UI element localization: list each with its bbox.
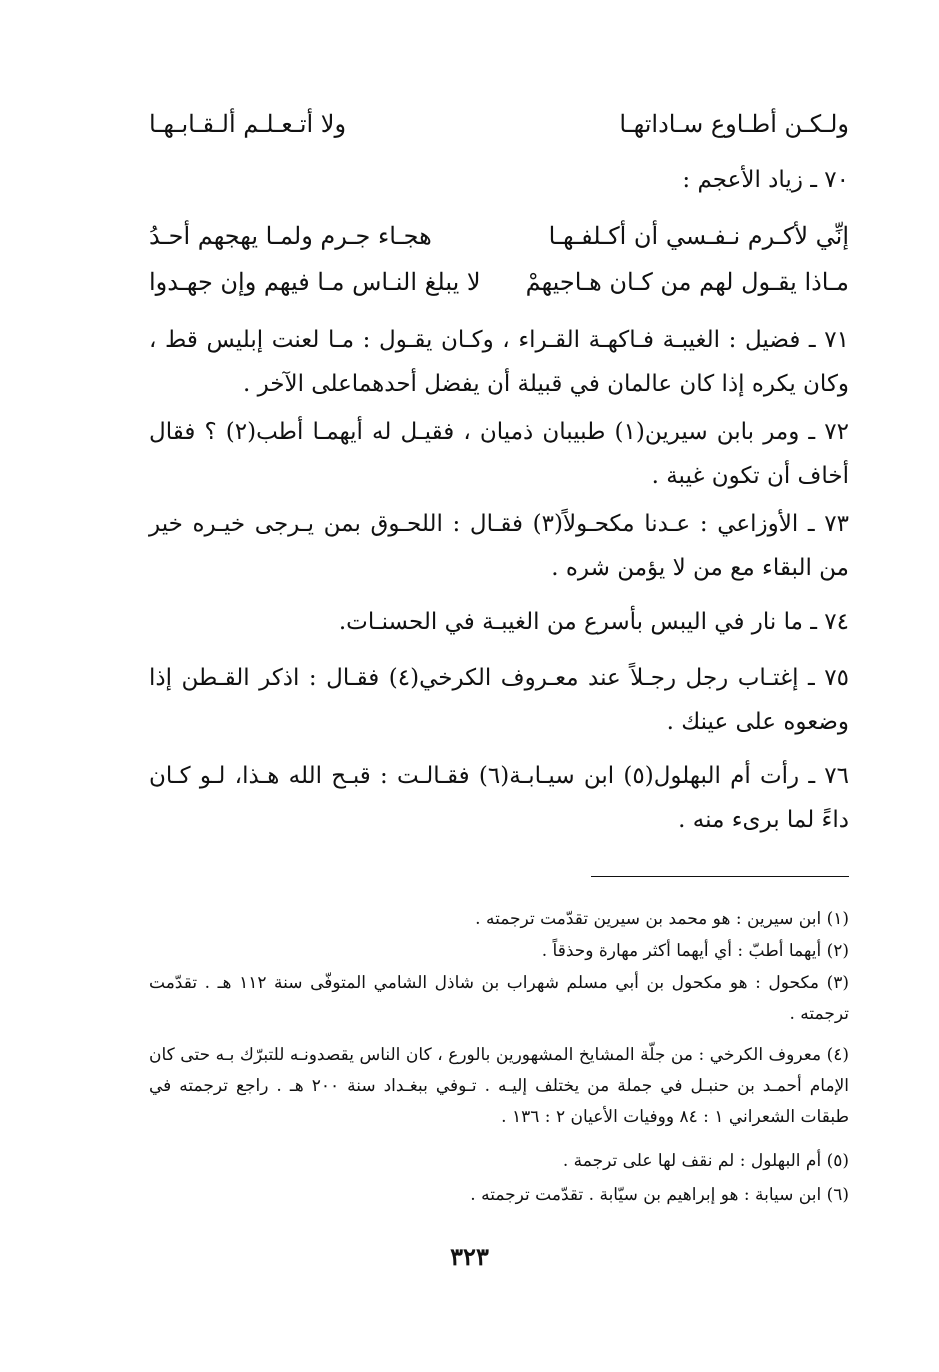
entry-76: ٧٦ ـ رأت أم البهلول(٥) ابن سيـابـة(٦) فقـالـت : قبـح الله هـذا، لـو كـان داءً لما برىء منه . — [149, 763, 850, 833]
verse-hemistich-right: إنِّي لأكـرم نـفـسي أن أكـلفـهـا — [548, 222, 849, 250]
footnote-divider — [591, 876, 849, 877]
footnote-3: (٣) مكحول : هو مكحول بن أبي مسلم شهراب بن شاذل الشامي المتوفّى سنة ١١٢ هـ . تقدّمت ترجمته . — [149, 973, 849, 1024]
footnote-1: (١) ابن سيرين : هو محمد بن سيرين تقدّمت ترجمته . — [475, 909, 849, 929]
footnote-5: (٥) أم البهلول : لم نقف لها على ترجمة . — [562, 1151, 849, 1171]
entry-71: ٧١ ـ فضيل : الغيبـة فـاكهـة القـراء ، وكـان يقـول : مـا لعنت إبليس قط ، وكان يكره إذا كان عالمان في قبيلة أن يفضل أحدهماعلى الآخر . — [149, 327, 849, 397]
verse-hemistich-right: ولـكـن أطـاوع سـاداتهـا — [619, 110, 849, 138]
verse-hemistich-left: لا يبلغ النـاس مـا فيهم وإن جهـدوا — [149, 268, 481, 296]
verse-line — [149, 216, 849, 256]
entry-72: ٧٢ ـ ومر بابن سيرين(١) طبيبان ذميان ، فقيـل له أيهمـا أطب(٢) ؟ فقال أخاف أن تكون غيبة . — [149, 419, 849, 489]
verse-hemistich-right: مـاذا يقـول لهم من كـان هـاجيهمْ — [525, 268, 849, 296]
verse-hemistich-left: ولا أتـعـلـم ألـقـابـهـا — [149, 110, 347, 138]
verse-hemistich-left: هجـاء جـرم ولمـا يهجهم أحـدُ — [149, 222, 432, 250]
verse-line — [149, 104, 849, 144]
footnote-2: (٢) أيهما أطبّ : أي أيهما أكثر مهارة وحذقاً . — [541, 941, 849, 961]
footnote-6: (٦) ابن سيابة : هو إبراهيم بن سيّابة . تقدّمت ترجمته . — [470, 1185, 849, 1205]
entry-heading-70: ٧٠ ـ زياد الأعجم : — [682, 167, 849, 193]
footnote-4: (٤) معروف الكرخي : من جلّة المشايخ المشهورين بالورع ، كان الناس يقصدونـه للتبرّك بـه حتى كان الإمام أحمـد بن حنبـل في جملة من يختلف إليـه . تـوفي ببغـداد سنة ٢٠٠ هـ . راجع ترجمته في طبقات الشعراني ١ : ٨٤ ووفيات الأعيان ٢ : ١٣٦ . — [149, 1045, 849, 1127]
verse-line — [149, 262, 849, 302]
page-number: ٣٢٣ — [450, 1242, 489, 1271]
entry-74: ٧٤ ـ ما نار في اليبس بأسرع من الغيبـة في الحسنـات. — [338, 609, 849, 635]
entry-75: ٧٥ ـ إغتـاب رجل رجـلاً عند معـروف الكرخي(٤) فقـال : اذكر القـطن إذا وضعوه على عينك . — [149, 665, 849, 735]
entry-73: ٧٣ ـ الأوزاعي : عـدنا مكحـولاً(٣) فقـال : اللحـوق بمن يـرجى خيـره خير من البقاء مع من لا يؤمن شره . — [149, 511, 849, 581]
